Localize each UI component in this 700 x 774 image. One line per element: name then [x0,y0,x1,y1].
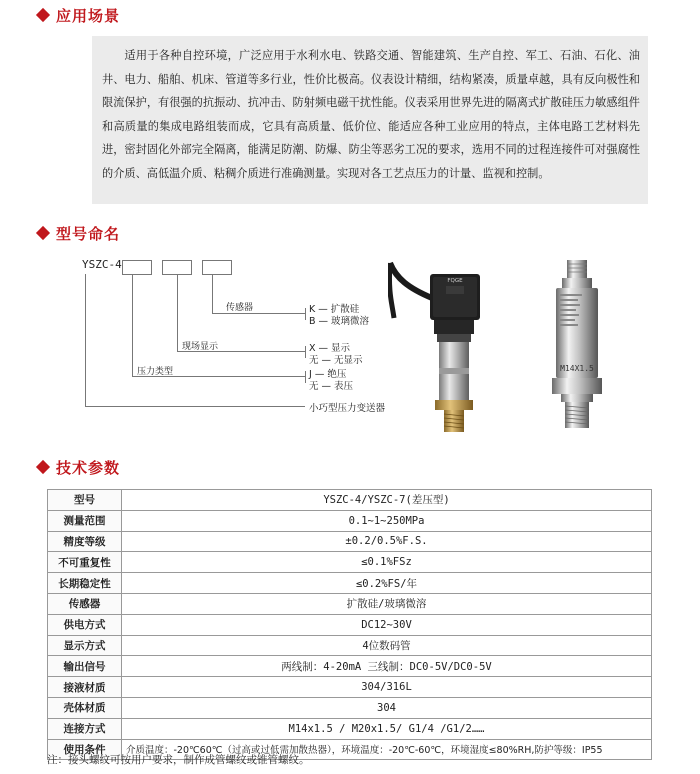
table-row [48,531,652,552]
spec-key: 型号 [48,490,122,511]
table-row [48,593,652,614]
code-box-sensor [202,260,232,275]
table-row [48,573,652,594]
code-box-pressure [122,260,152,275]
spec-value: 304 [122,697,652,718]
leader-line-sensor-h [212,313,305,314]
section-title-application [38,4,120,26]
spec-value: 介质温度：-20℃60℃（过高或过低需加散热器），环境温度：-20℃-60℃，环境湿度≤80%RH,防护等级：IP55 [122,739,652,760]
spec-value: YSZC-4/YSZC-7(差压型) [122,490,652,511]
leader-line-product [85,274,86,406]
application-description: 适用于各种自控环境，广泛应用于水利水电、铁路交通、智能建筑、生产自控、军工、石油、石化、油井、电力、船舶、机床、管道等多行业，性价比极高。仪表设计精细，结构紧凑，质量卓越，具有反向极性和限流保护，有很强的抗振动、抗冲击、防射频电磁干扰性能。仪表采用世界先进的隔离式扩散硅压力敏感组件和高质量的集成电路组装而成，它具有高质量、低价位、能适应各种工业应用的特点，主体电路工艺材料先进，密封固化外部完全隔离，能满足防潮、防爆、防尘等恶劣工况的要求，选用不同的过程连接件可对强腐性的介质、高低温介质、粘稠介质进行准确测量。实现对各工艺点压力的计量、监视和控制。 [92,36,648,204]
spec-value: ±0.2/0.5%F.S. [122,531,652,552]
label-display: 现场显示 [182,342,219,352]
spec-key: 测量范围 [48,510,122,531]
option-sensor-k: K — 扩散硅 [309,304,360,315]
section-title-text: 应用场景 [56,6,121,25]
model-code: YSZC-4 [82,258,122,271]
leader-line-display [177,275,178,351]
spec-value: 0.1~1~250MPa [122,510,652,531]
leader-line-sensor [212,275,213,313]
spec-key: 显示方式 [48,635,122,656]
table-row [48,490,652,511]
option-display-x: X — 显示 [309,343,351,354]
connector-logo: FQGE [447,278,463,284]
spec-key: 壳体材质 [48,697,122,718]
table-row [48,656,652,677]
spec-key: 不可重复性 [48,552,122,573]
diamond-bullet-icon [36,226,50,240]
spec-key: 长期稳定性 [48,573,122,594]
option-pressure-none: 无 — 表压 [309,381,354,392]
spec-key: 输出信号 [48,656,122,677]
section-title-naming [38,222,120,244]
option-pressure-j: J — 绝压 [309,369,347,380]
thread-marking: M14X1.5 [560,364,594,373]
section-title-specs [38,456,120,478]
product-photo-m12-connector [527,258,627,438]
table-row [48,510,652,531]
spec-table [47,489,652,760]
spec-value: 扩散硅/玻璃微溶 [122,593,652,614]
spec-value: M14x1.5 / M20x1.5/ G1/4 /G1/2…… [122,718,652,739]
table-row [48,552,652,573]
spec-key: 连接方式 [48,718,122,739]
label-sensor: 传感器 [226,303,254,313]
spec-value: 两线制：4-20mA 三线制：DC0-5V/DC0-5V [122,656,652,677]
code-box-display [162,260,192,275]
table-row [48,697,652,718]
section-title-text: 型号命名 [56,224,121,243]
diamond-bullet-icon [36,460,50,474]
spec-key: 使用条件 [48,739,122,760]
table-row [48,635,652,656]
option-sensor-b: B — 玻璃微溶 [309,316,370,327]
spec-value: ≤0.1%FSz [122,552,652,573]
table-row [48,614,652,635]
spec-value: 304/316L [122,677,652,698]
spec-key: 接液材质 [48,677,122,698]
spec-key: 供电方式 [48,614,122,635]
spec-key: 传感器 [48,593,122,614]
footnote: 注：接头螺纹可按用户要求，制作成管螺纹或锥管螺纹。 [47,754,310,766]
spec-key: 精度等级 [48,531,122,552]
label-product: 小巧型压力变送器 [309,403,386,414]
leader-line-pressure [132,275,133,376]
spec-value: ≤0.2%FS/年 [122,573,652,594]
leader-line-product-h [85,406,305,407]
spec-value: DC12~30V [122,614,652,635]
diamond-bullet-icon [36,8,50,22]
bracket-pressure [305,371,306,383]
label-pressure: 压力类型 [137,367,174,377]
section-title-text: 技术参数 [56,458,121,477]
product-photo-din-connector [388,258,518,438]
bracket-sensor [305,308,306,320]
table-row [48,718,652,739]
spec-value: 4位数码管 [122,635,652,656]
bracket-display [305,346,306,358]
option-display-none: 无 — 无显示 [309,355,363,366]
table-row [48,677,652,698]
